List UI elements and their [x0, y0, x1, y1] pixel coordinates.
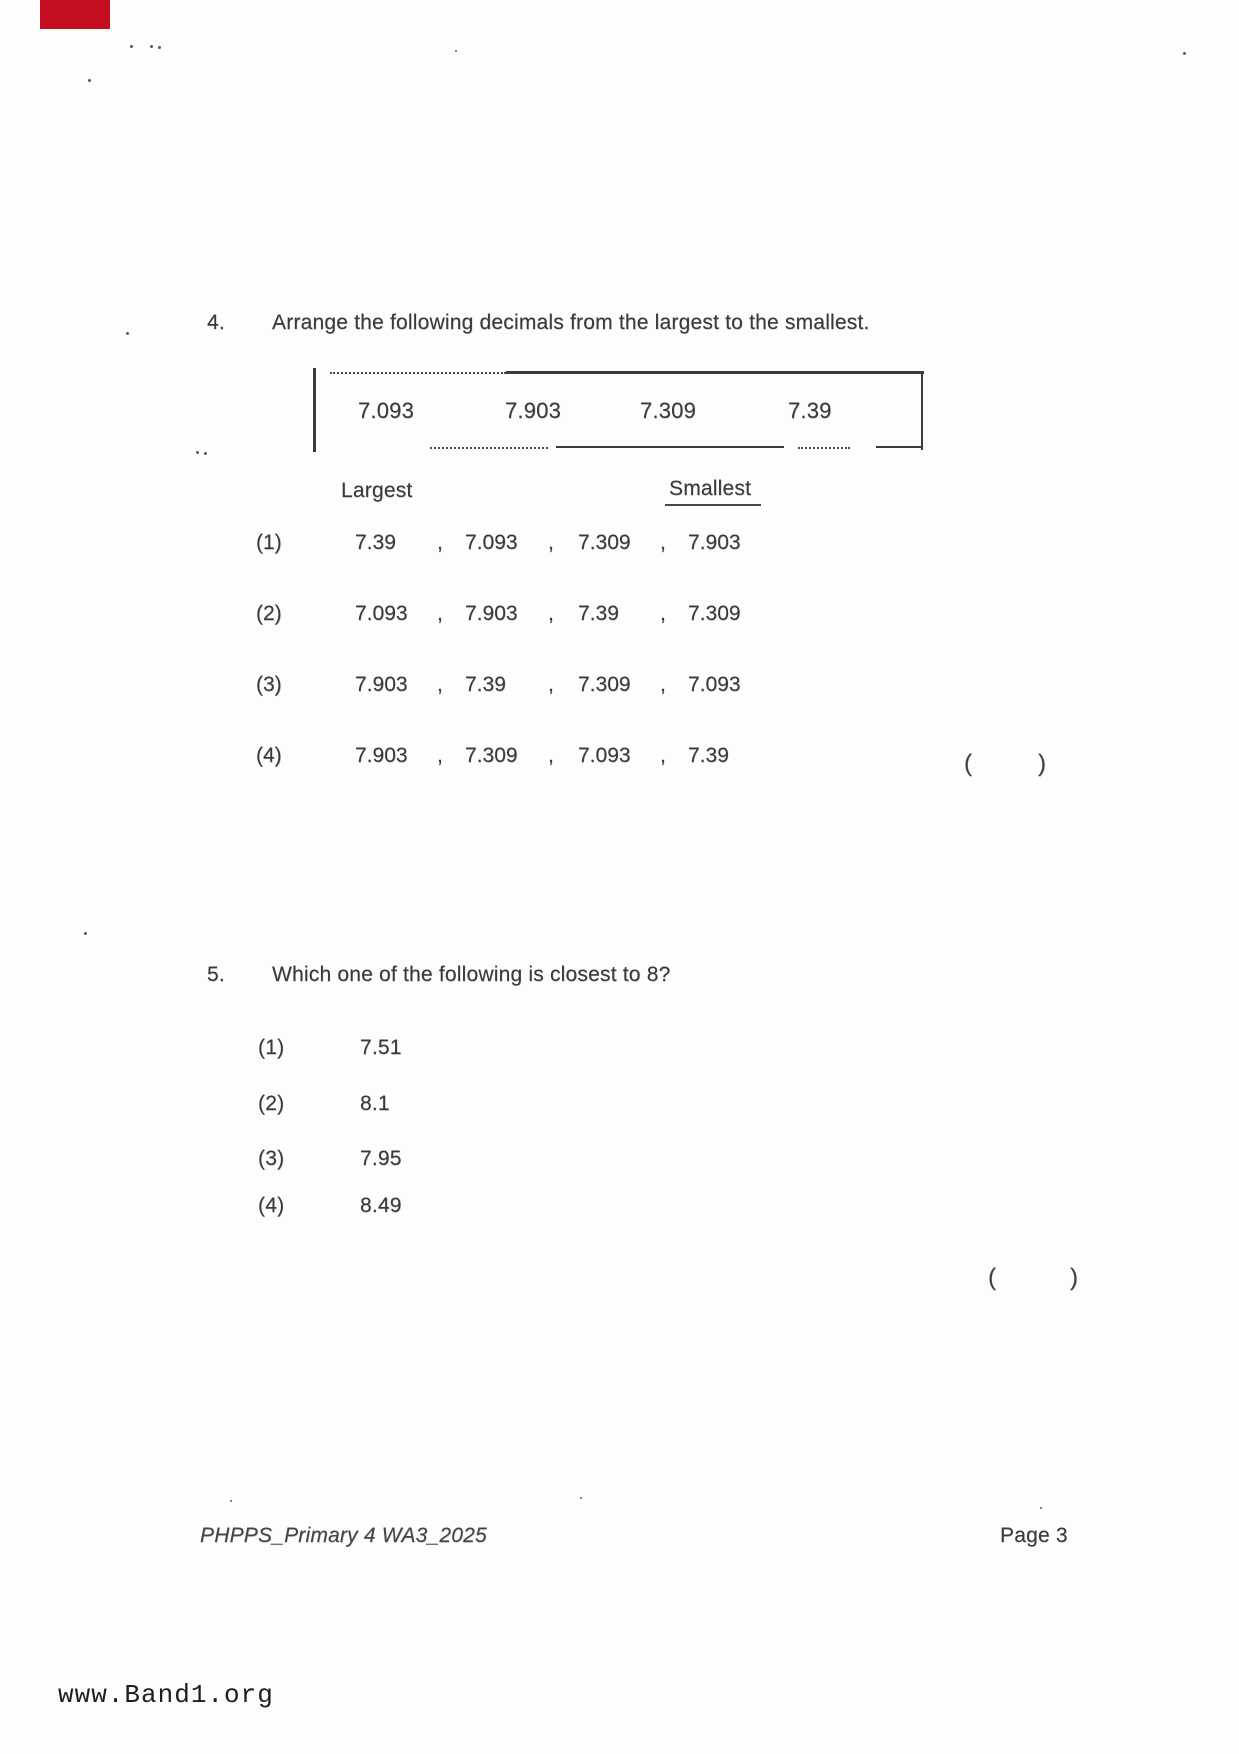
q4-number: 4. — [207, 311, 225, 334]
option-label: (1) — [256, 531, 282, 554]
option-value: 7.093 — [688, 673, 741, 696]
option-value: 7.309 — [688, 602, 741, 625]
option-label: (3) — [256, 673, 282, 696]
decimal-box-border-left — [313, 368, 316, 452]
comma-separator: , — [660, 744, 666, 767]
q4-option-row-1 — [256, 531, 886, 559]
scan-speck — [150, 45, 153, 48]
box-value: 7.309 — [640, 398, 697, 423]
decimal-box-border-top-dotted — [330, 372, 506, 374]
comma-separator: , — [437, 531, 443, 554]
scan-speck — [196, 451, 199, 454]
q4-answer-paren-close: ) — [1038, 750, 1047, 777]
option-value: 7.39 — [465, 673, 506, 696]
option-label: (4) — [256, 744, 282, 767]
scan-speck — [88, 79, 91, 82]
option-label: (1) — [258, 1036, 285, 1059]
q4-text: Arrange the following decimals from the largest to the smallest. — [272, 311, 870, 334]
decimal-box-border-bottom-right — [876, 446, 923, 448]
q5-text: Which one of the following is closest to 8? — [272, 963, 671, 986]
option-value: 7.309 — [465, 744, 518, 767]
option-value: 7.51 — [360, 1036, 402, 1059]
box-value: 7.39 — [788, 398, 832, 423]
option-value: 7.093 — [465, 531, 518, 554]
option-label: (2) — [258, 1092, 285, 1115]
option-value: 7.95 — [360, 1147, 402, 1170]
option-value: 7.309 — [578, 531, 631, 554]
q4-option-row-4 — [256, 744, 886, 772]
scan-speck — [580, 1497, 582, 1499]
option-value: 7.903 — [465, 602, 518, 625]
decimal-box-border-right — [921, 373, 923, 450]
scan-speck — [230, 1500, 232, 1502]
comma-separator: , — [548, 673, 554, 696]
option-value: 8.1 — [360, 1092, 390, 1115]
scan-speck — [84, 932, 87, 935]
footer-page-number: Page 3 — [1000, 1524, 1068, 1547]
option-value: 7.093 — [578, 744, 631, 767]
option-label: (3) — [258, 1147, 285, 1170]
q4-option-row-3 — [256, 673, 886, 701]
comma-separator: , — [548, 531, 554, 554]
option-value: 7.903 — [355, 744, 408, 767]
q5-answer-paren-close: ) — [1070, 1264, 1079, 1291]
scan-speck — [158, 46, 161, 49]
q5-number: 5. — [207, 963, 225, 986]
box-value: 7.093 — [358, 398, 415, 423]
decimal-box-border-bottom-dots — [798, 447, 850, 449]
smallest-label: Smallest — [665, 477, 761, 506]
comma-separator: , — [660, 531, 666, 554]
option-value: 7.903 — [688, 531, 741, 554]
scan-speck — [1040, 1507, 1042, 1509]
scan-speck — [204, 452, 207, 455]
q5-answer-paren-open: ( — [988, 1264, 997, 1291]
q4-answer-paren-open: ( — [964, 750, 973, 777]
q4-option-row-2 — [256, 602, 886, 630]
largest-label: Largest — [341, 479, 413, 502]
comma-separator: , — [437, 602, 443, 625]
decimal-box-border-bottom-dotted — [430, 447, 548, 449]
scan-speck — [455, 50, 457, 52]
scan-red-mark — [40, 0, 110, 29]
option-value: 7.093 — [355, 602, 408, 625]
footer-document-id: PHPPS_Primary 4 WA3_2025 — [200, 1524, 487, 1547]
comma-separator: , — [437, 673, 443, 696]
scan-speck — [130, 45, 133, 48]
option-value: 7.39 — [578, 602, 619, 625]
option-value: 7.309 — [578, 673, 631, 696]
option-value: 8.49 — [360, 1194, 402, 1217]
option-value: 7.39 — [688, 744, 729, 767]
decimal-box-border-bottom — [556, 446, 784, 448]
decimal-box-border-top — [506, 371, 924, 374]
comma-separator: , — [548, 602, 554, 625]
option-label: (2) — [256, 602, 282, 625]
comma-separator: , — [437, 744, 443, 767]
scan-speck — [1183, 52, 1186, 55]
box-value: 7.903 — [505, 398, 562, 423]
option-value: 7.39 — [355, 531, 396, 554]
band1-watermark: www.Band1.org — [58, 1680, 274, 1710]
comma-separator: , — [548, 744, 554, 767]
scan-speck — [126, 332, 129, 335]
comma-separator: , — [660, 602, 666, 625]
comma-separator: , — [660, 673, 666, 696]
option-label: (4) — [258, 1194, 285, 1217]
option-value: 7.903 — [355, 673, 408, 696]
